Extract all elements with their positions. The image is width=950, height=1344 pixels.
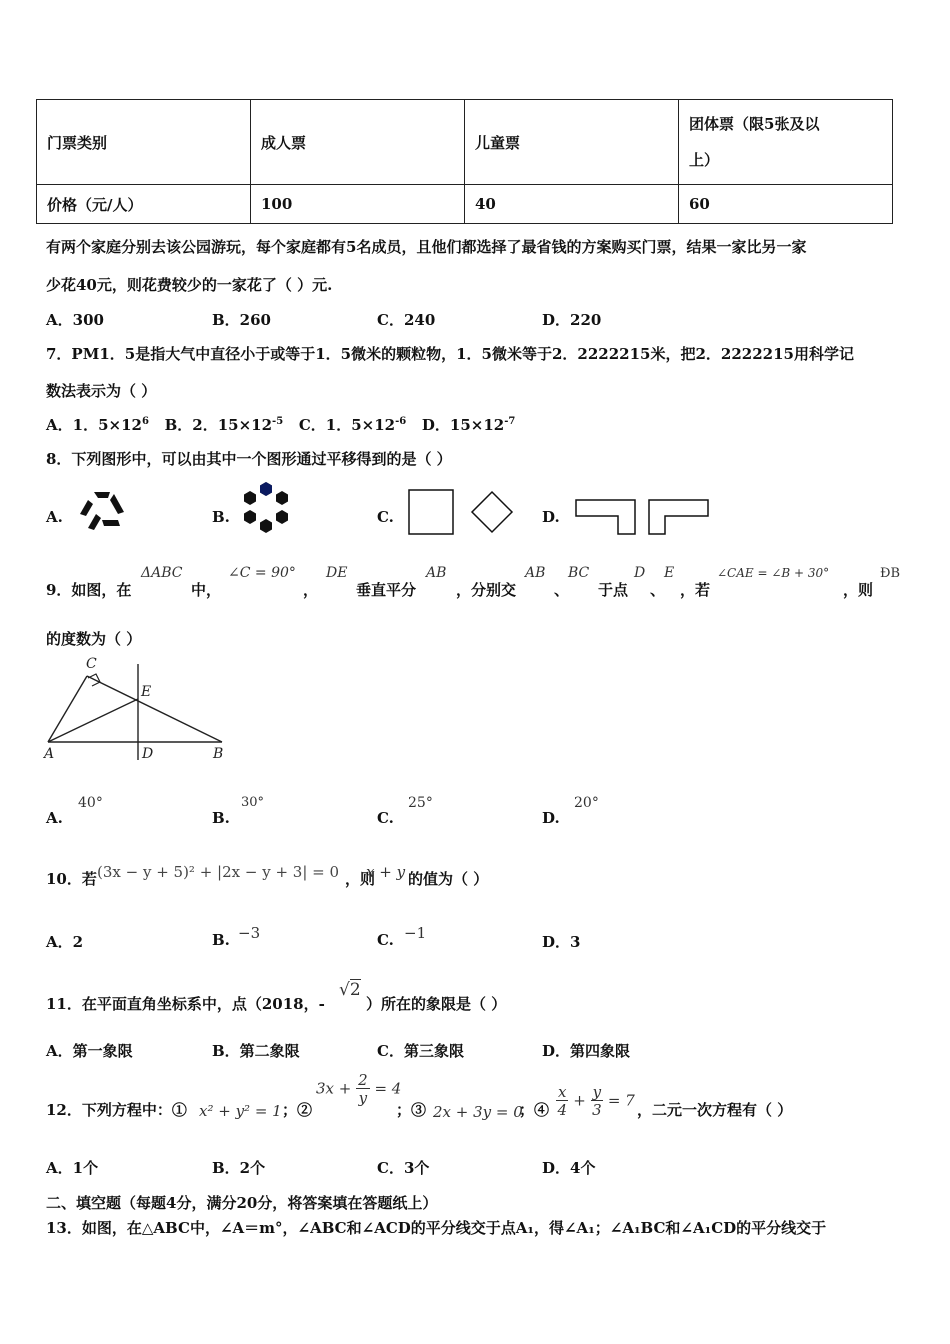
q9-angle-b: ÐB xyxy=(880,566,901,581)
fraction xyxy=(591,1084,603,1119)
q11-sqrt: √2 xyxy=(339,980,361,1000)
cell-text: 儿童票 xyxy=(475,133,521,152)
cell-text: 团体票（限5张及以 xyxy=(689,115,820,133)
table-cell xyxy=(251,185,465,224)
q6-option-a: A．300 xyxy=(46,311,104,329)
q9-text-chuizhi: 垂直平分 xyxy=(356,581,417,599)
q10-equation: (3x − y + 5)² + |2x − y + 3| = 0 xyxy=(97,863,340,881)
q9-dun: 、 xyxy=(554,581,570,599)
q13-stem: 13．如图，在△ABC中，∠A＝m°，∠ABC和∠ACD的平分线交于点A₁，得∠A₁；∠A₁BC和∠A₁CD的平分线交于 xyxy=(46,1219,827,1237)
eq-term: 3x + xyxy=(316,1079,352,1098)
q9-condition: ∠CAE = ∠B + 30° xyxy=(717,566,830,580)
q8-label-c: C. xyxy=(377,508,394,526)
q9-triangle-abc: ΔABC xyxy=(141,565,183,581)
q9-segment-ab-2: AB xyxy=(525,565,546,581)
table-cell xyxy=(37,185,251,224)
q7-option-c xyxy=(299,416,406,434)
option-text: A．1．5×12 xyxy=(46,416,142,434)
cell-text: 成人票 xyxy=(261,133,307,152)
q8-stem: 8．下列图形中，可以由其中一个图形通过平移得到的是（ ） xyxy=(46,450,452,468)
q12-suffix: ，二元一次方程有（ ） xyxy=(637,1101,793,1119)
q11-option-a: A．第一象限 xyxy=(46,1042,133,1060)
section-heading-fill-in: 二、填空题（每题4分，满分20分，将答案填在答题纸上） xyxy=(46,1194,438,1212)
q12-sep-2: ；③ xyxy=(396,1101,427,1119)
q8-figure-d-l-shapes xyxy=(572,496,714,540)
q12-option-b: B．2个 xyxy=(212,1159,266,1177)
q10-suffix: 的值为（ ） xyxy=(408,870,489,888)
q9-option-a-value: 40° xyxy=(78,795,103,811)
q9-text-yudian: 于点 xyxy=(598,581,629,599)
q10-expression: x + y xyxy=(366,863,406,881)
q7-option-b xyxy=(165,416,284,434)
fig-label-c: C xyxy=(86,656,97,672)
numerator: y xyxy=(592,1083,602,1101)
eq-term: + xyxy=(573,1091,586,1110)
q9-segment-bc: BC xyxy=(568,565,590,581)
q11-option-c: C．第三象限 xyxy=(377,1042,464,1060)
cell-text: 门票类别 xyxy=(47,133,108,152)
q12-prefix: 12．下列方程中：① xyxy=(46,1101,187,1119)
exponent: -5 xyxy=(272,416,284,427)
table-header-row xyxy=(37,100,893,185)
q12-option-c: C．3个 xyxy=(377,1159,430,1177)
cell-text: 40 xyxy=(475,195,496,213)
table-cell xyxy=(679,185,893,224)
ticket-price-table xyxy=(36,99,893,224)
q8-label-b: B. xyxy=(212,508,230,526)
q12-equation-2 xyxy=(316,1072,401,1107)
table-row xyxy=(37,185,893,224)
q12-sep-1: ；② xyxy=(282,1101,313,1119)
q10-option-a: A．2 xyxy=(46,933,84,951)
q9-segment-de: DE xyxy=(326,565,348,581)
q10-option-c-value: −1 xyxy=(404,924,427,942)
table-cell xyxy=(465,185,679,224)
q7-stem-line1: 7．PM1．5是指大气中直径小于或等于1．5微米的颗粒物，1．5微米等于2．2222215米，把2．2222215用科学记 xyxy=(46,345,854,363)
fig-label-b: B xyxy=(213,746,224,762)
denominator: 3 xyxy=(592,1101,602,1119)
q6-stem-line1: 有两个家庭分别去该公园游玩，每个家庭都有5名成员，且他们都选择了最省钱的方案购买门票，结果一家比另一家 xyxy=(46,238,807,256)
fig-label-e: E xyxy=(141,684,152,700)
q9-angle-c: ∠C = 90° xyxy=(228,565,296,581)
q9-triangle-figure xyxy=(40,652,240,764)
option-text: D．15×12 xyxy=(421,416,505,434)
q12-sep-3: ；④ xyxy=(519,1101,550,1119)
q6-option-b: B．260 xyxy=(212,311,271,329)
q9-text-fenbie: ，分别交 xyxy=(456,581,517,599)
denominator: y xyxy=(358,1089,368,1107)
q10-option-c: C. xyxy=(377,931,394,949)
q9-option-c-value: 25° xyxy=(408,795,433,811)
q9-comma: ， xyxy=(303,581,319,599)
sqrt-radicand: 2 xyxy=(349,980,361,1000)
option-text: C．1．5×12 xyxy=(298,416,396,434)
fraction xyxy=(556,1084,568,1119)
q9-option-a: A. xyxy=(46,809,63,827)
q9-option-d-value: 20° xyxy=(574,795,599,811)
numerator: x xyxy=(558,1083,567,1101)
q7-option-a xyxy=(46,416,149,434)
q9-option-d: D. xyxy=(542,809,560,827)
q7-stem-line2: 数法表示为（ ） xyxy=(46,382,157,400)
numerator: 2 xyxy=(358,1071,368,1089)
q9-option-b-value: 30° xyxy=(241,795,265,810)
q12-equation-1: x² + y² = 1 xyxy=(199,1102,282,1120)
table-cell xyxy=(251,100,465,185)
q10-option-b-value: −3 xyxy=(238,924,261,942)
cell-text: 价格（元/人） xyxy=(47,195,143,214)
q9-point-e: E xyxy=(664,565,675,581)
fig-label-a: A xyxy=(44,746,55,762)
q9-text-ruo: ，若 xyxy=(680,581,711,599)
q9-text-zhong: 中， xyxy=(191,581,222,599)
exponent: 6 xyxy=(141,416,149,427)
denominator: 4 xyxy=(557,1101,567,1119)
q8-label-d: D. xyxy=(542,508,560,526)
q7-option-d xyxy=(422,416,515,434)
q6-stem-line2: 少花40元，则花费较少的一家花了（ ）元. xyxy=(46,276,333,294)
q11-suffix: ）所在的象限是（ ） xyxy=(366,995,507,1013)
q12-equation-4 xyxy=(556,1084,635,1119)
q9-prefix: 9．如图，在 xyxy=(46,581,132,599)
q9-point-d: D xyxy=(634,565,646,581)
q12-option-d: D．4个 xyxy=(542,1159,596,1177)
q9-segment-ab: AB xyxy=(426,565,447,581)
q9-stem-line2: 的度数为（ ） xyxy=(46,630,142,648)
option-text: B．2．15×12 xyxy=(164,416,273,434)
q7-options xyxy=(46,414,515,435)
q9-text-ze: ，则 xyxy=(843,581,874,599)
q11-option-d: D．第四象限 xyxy=(542,1042,631,1060)
q11-prefix: 11．在平面直角坐标系中，点（2018，- xyxy=(46,995,325,1013)
q8-figure-c-square-and-diamond xyxy=(405,486,517,540)
fig-label-d: D xyxy=(142,746,154,762)
q12-option-a: A．1个 xyxy=(46,1159,99,1177)
fraction xyxy=(356,1072,370,1107)
q10-option-b: B. xyxy=(212,931,230,949)
q11-option-b: B．第二象限 xyxy=(212,1042,300,1060)
q8-figure-b-hexagon-ring xyxy=(238,480,294,540)
q12-equation-3: 2x + 3y = 0 xyxy=(433,1103,523,1121)
q8-label-a: A. xyxy=(46,508,63,526)
q9-option-c: C. xyxy=(377,809,394,827)
table-cell xyxy=(465,100,679,185)
q9-dun-2: 、 xyxy=(650,581,666,599)
q10-prefix: 10．若 xyxy=(46,870,97,888)
table-cell xyxy=(679,100,893,185)
table-cell xyxy=(37,100,251,185)
cell-text: 60 xyxy=(689,195,710,213)
eq-term: = 4 xyxy=(374,1079,402,1098)
cell-text: 100 xyxy=(261,195,293,213)
q6-option-c: C．240 xyxy=(377,311,436,329)
q10-option-d: D．3 xyxy=(542,933,581,951)
cell-text: 上） xyxy=(689,151,720,169)
q6-option-d: D．220 xyxy=(542,311,602,329)
q10-text-ze: ，则 xyxy=(345,870,376,888)
eq-term: = 7 xyxy=(607,1091,635,1110)
q9-option-b: B. xyxy=(212,809,230,827)
exponent: -7 xyxy=(504,416,516,427)
q8-figure-a-triangle-pinwheel xyxy=(74,484,130,540)
exponent: -6 xyxy=(395,416,407,427)
